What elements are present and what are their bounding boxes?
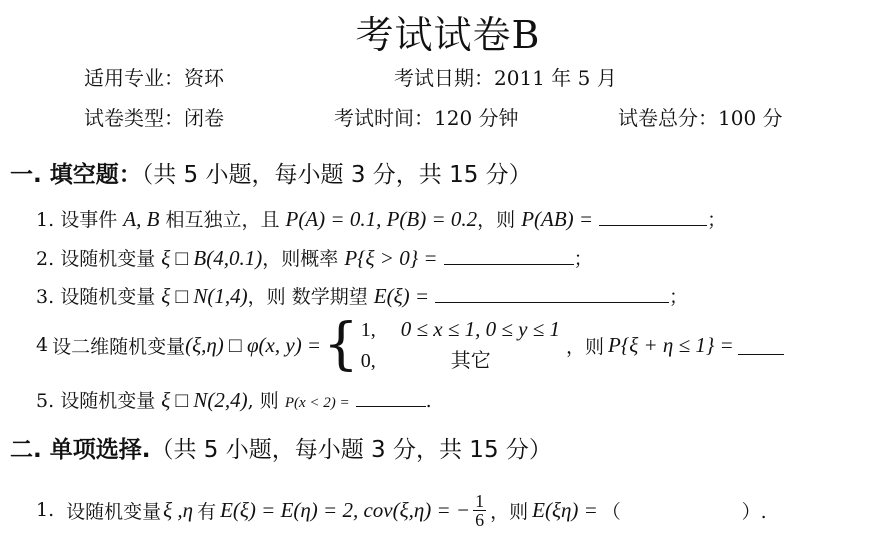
question-number: 4 [36,334,49,356]
page-title: 考试试卷B [355,13,541,57]
question-4 [36,312,784,378]
answer-blank[interactable] [599,207,707,226]
math-expression: (ξ,η) □ φ(x, y) = [185,332,322,357]
math-expression: P(A) = 0.1, P(B) = 0.2 [285,207,478,231]
question-text: ，则 [490,500,529,523]
question-text: ，则 数学期望 [247,286,368,308]
piecewise-cases [361,314,560,376]
math-expression: P(AB) = [521,207,594,231]
header-duration: 考试时间：120 分钟 [334,106,519,130]
math-expression: ξ □ B(4,0.1) [161,246,263,270]
question-number: 1. [36,209,55,231]
question-text: 相互独立，且 [165,209,280,231]
math-expression: P{ξ + η ≤ 1} = [608,332,734,357]
answer-blank[interactable] [356,388,426,407]
section-heading-single-choice [10,431,552,464]
question-1 [36,205,726,232]
case-value: 0, [360,350,376,372]
math-expression: ξ □ N(1,4) [161,284,248,308]
question-number: 3. [36,286,55,308]
case-condition: 0 ≤ x ≤ 1, 0 ≤ y ≤ 1 [400,317,560,341]
math-expression: ξ □ N(2,4) [161,388,248,412]
fraction-numerator: 1 [475,490,485,511]
question-text: 有 [197,500,217,523]
choice-question-1 [36,482,767,538]
answer-parentheses[interactable]: （ ）. [601,500,767,523]
question-text: ，则 [477,209,516,231]
fraction [473,492,486,529]
question-end: . [425,390,432,412]
section-label: 二. 单项选择. [10,437,151,463]
question-text: 设随机变量 [60,390,156,412]
answer-blank[interactable] [444,246,574,265]
math-expression: E(ξ) = E(η) = 2, cov(ξ,η) = − [220,497,471,522]
header-total: 试卷总分：100 分 [618,106,783,130]
section-desc: （共 5 小题，每小题 3 分，共 15 分） [150,437,552,463]
answer-blank[interactable] [738,336,784,355]
question-text: 设随机变量 [66,500,162,523]
section-desc: （共 5 小题，每小题 3 分，共 15 分） [141,162,532,188]
left-brace: { [323,312,359,377]
math-expression: ξ ,η [163,497,194,522]
header-major: 适用专业：资环 [84,66,224,90]
math-expression: E(ξη) = [532,497,598,522]
question-number: 1. [36,499,55,521]
question-number: 2. [36,248,55,270]
header-date: 考试日期：2011 年 5 月 [394,66,617,90]
question-number: 5. [36,390,55,412]
question-2 [36,244,593,271]
question-text: ，则 [566,335,605,358]
question-3 [36,282,688,309]
question-end: ； [573,248,593,270]
question-end: ； [707,209,727,231]
case-condition: 其它 [450,348,491,372]
math-expression: A, B [123,207,160,231]
header-type: 试卷类型：闭卷 [84,106,224,130]
math-expression: P{ξ > 0} = [344,246,438,270]
question-5 [36,386,432,413]
question-text: 设事件 [60,209,118,231]
question-text: 设二维随机变量 [52,335,186,358]
section-heading-fill-blank [10,156,532,189]
question-text: 设随机变量 [60,248,156,270]
section-label: 一. 填空题： [10,162,142,188]
math-expression: E(ξ) = [373,284,429,308]
math-expression: P(x < 2) = [284,395,350,411]
question-text: 设随机变量 [60,286,156,308]
question-end: ； [669,286,689,308]
question-text: , 则 [247,390,279,412]
fraction-denominator: 6 [475,509,485,530]
answer-blank[interactable] [435,284,669,303]
case-value: 1, [360,319,376,341]
question-text: ，则概率 [262,248,339,270]
